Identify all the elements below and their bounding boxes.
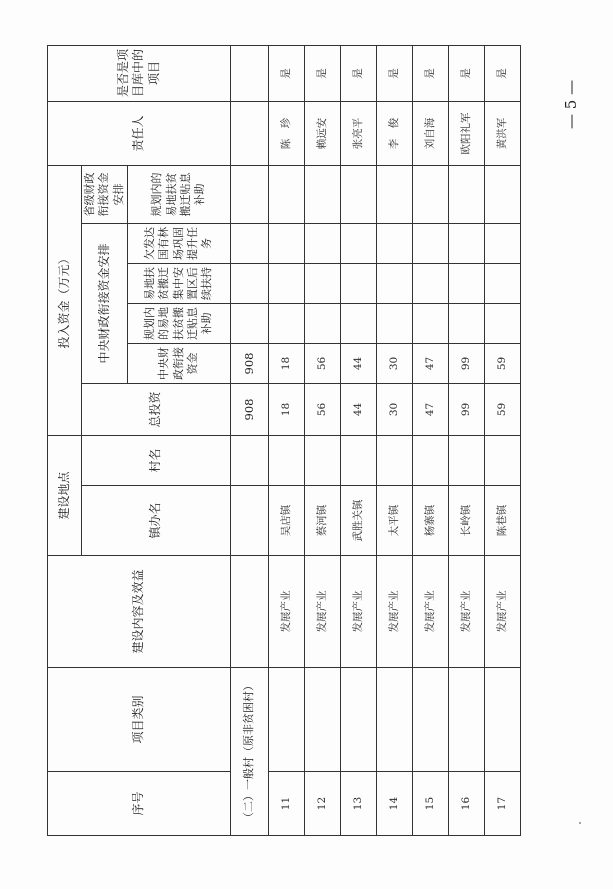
section-c-a xyxy=(230,303,268,343)
row-c-b xyxy=(448,263,484,303)
row-total: 59 xyxy=(484,383,520,435)
row-town: 陈巷镇 xyxy=(484,486,520,556)
row-central: 47 xyxy=(412,343,448,383)
row-in-lib: 是 xyxy=(376,45,412,101)
row-central: 99 xyxy=(448,343,484,383)
section-label: （二）一般村（原非贫困村） xyxy=(230,668,268,836)
header-central-b: 易地扶贫搬迁集中安置区后续扶持 xyxy=(127,263,230,303)
row-c-a xyxy=(484,303,520,343)
row-total: 56 xyxy=(304,383,340,435)
row-central: 18 xyxy=(268,343,304,383)
row-c-a xyxy=(268,303,304,343)
row-village xyxy=(304,435,340,485)
header-village: 村名 xyxy=(82,435,231,485)
row-c-b xyxy=(484,263,520,303)
section-town xyxy=(230,486,268,556)
row-in-lib: 是 xyxy=(448,45,484,101)
row-category xyxy=(304,668,340,772)
row-no: 11 xyxy=(268,772,304,836)
row-village xyxy=(376,435,412,485)
section-c-c xyxy=(230,223,268,263)
row-village xyxy=(268,435,304,485)
row-c-a xyxy=(340,303,376,343)
row-c-a xyxy=(412,303,448,343)
section-total: 908 xyxy=(230,383,268,435)
header-in-library xyxy=(48,45,231,101)
rotated-table-wrapper xyxy=(47,46,516,836)
table-row xyxy=(304,45,340,835)
row-c-c xyxy=(340,223,376,263)
row-content: 发展产业 xyxy=(376,556,412,668)
header-seq: 序号 xyxy=(48,772,231,836)
table-row xyxy=(340,45,376,835)
section-person xyxy=(230,101,268,165)
section-in-lib xyxy=(230,45,268,101)
row-village xyxy=(484,435,520,485)
header-responsible: 责任人 xyxy=(48,101,231,165)
row-prov xyxy=(304,165,340,223)
section-village xyxy=(230,435,268,485)
row-in-lib: 是 xyxy=(268,45,304,101)
table-row xyxy=(412,45,448,835)
row-no: 16 xyxy=(448,772,484,836)
row-central: 44 xyxy=(340,343,376,383)
header-investment: 投入资金（万元） xyxy=(48,165,82,435)
table-row xyxy=(484,45,520,835)
row-c-a xyxy=(376,303,412,343)
row-town: 吴店镇 xyxy=(268,486,304,556)
row-category xyxy=(376,668,412,772)
row-central: 30 xyxy=(376,343,412,383)
row-prov xyxy=(412,165,448,223)
row-category xyxy=(412,668,448,772)
section-c-b xyxy=(230,263,268,303)
table-row xyxy=(448,45,484,835)
row-no: 14 xyxy=(376,772,412,836)
row-category xyxy=(340,668,376,772)
row-in-lib: 是 xyxy=(484,45,520,101)
row-central: 56 xyxy=(304,343,340,383)
row-prov xyxy=(268,165,304,223)
row-town: 太平镇 xyxy=(376,486,412,556)
section-prov xyxy=(230,165,268,223)
row-category xyxy=(448,668,484,772)
row-total: 44 xyxy=(340,383,376,435)
header-provincial xyxy=(82,165,128,223)
row-prov xyxy=(376,165,412,223)
row-c-c xyxy=(376,223,412,263)
row-c-b xyxy=(412,263,448,303)
row-c-c xyxy=(448,223,484,263)
row-content: 发展产业 xyxy=(340,556,376,668)
table-row xyxy=(376,45,412,835)
row-content: 发展产业 xyxy=(412,556,448,668)
row-prov xyxy=(340,165,376,223)
table-row xyxy=(268,45,304,835)
row-central: 59 xyxy=(484,343,520,383)
row-person: 赖远安 xyxy=(304,101,340,165)
investment-table xyxy=(47,45,521,836)
page-number: — 5 — xyxy=(562,79,580,129)
row-prov xyxy=(484,165,520,223)
header-in-library-text: 是否是项目库中的项目 xyxy=(115,48,161,97)
row-no: 13 xyxy=(340,772,376,836)
row-village xyxy=(448,435,484,485)
row-town: 武胜关镇 xyxy=(340,486,376,556)
row-total: 30 xyxy=(376,383,412,435)
row-content: 发展产业 xyxy=(448,556,484,668)
row-no: 12 xyxy=(304,772,340,836)
row-town: 长岭镇 xyxy=(448,486,484,556)
header-total: 总投资 xyxy=(82,383,231,435)
row-c-b xyxy=(268,263,304,303)
header-town: 镇办名 xyxy=(82,486,231,556)
header-central: 中央财政衔接资金安排 xyxy=(82,223,128,383)
row-c-c xyxy=(304,223,340,263)
row-c-b xyxy=(304,263,340,303)
header-content: 建设内容及效益 xyxy=(48,556,231,668)
row-total: 18 xyxy=(268,383,304,435)
row-person: 张亮平 xyxy=(340,101,376,165)
row-village xyxy=(340,435,376,485)
row-c-c xyxy=(412,223,448,263)
row-content: 发展产业 xyxy=(304,556,340,668)
row-c-c xyxy=(484,223,520,263)
row-total: 99 xyxy=(448,383,484,435)
row-c-b xyxy=(376,263,412,303)
header-central-a: 规划内的易地扶贫搬迁贴息补助 xyxy=(127,303,230,343)
header-location: 建设地点 xyxy=(48,435,82,555)
row-person: 刘自海 xyxy=(412,101,448,165)
row-no: 17 xyxy=(484,772,520,836)
header-provincial-a: 规划内的易地扶贫搬迁贴息补助 xyxy=(127,165,230,223)
header-category: 项目类别 xyxy=(48,668,231,772)
row-village xyxy=(412,435,448,485)
header-central-sub: 中央财政衔接资金 xyxy=(127,343,230,383)
scan-speck xyxy=(579,822,581,824)
section-content xyxy=(230,556,268,668)
row-content: 发展产业 xyxy=(268,556,304,668)
row-person: 陈 珍 xyxy=(268,101,304,165)
row-in-lib: 是 xyxy=(340,45,376,101)
row-c-b xyxy=(340,263,376,303)
row-c-c xyxy=(268,223,304,263)
row-total: 47 xyxy=(412,383,448,435)
row-no: 15 xyxy=(412,772,448,836)
row-c-a xyxy=(448,303,484,343)
row-person: 欧阳礼军 xyxy=(448,101,484,165)
row-c-a xyxy=(304,303,340,343)
row-category xyxy=(268,668,304,772)
row-prov xyxy=(448,165,484,223)
row-town: 杨寨镇 xyxy=(412,486,448,556)
row-person: 李 俊 xyxy=(376,101,412,165)
section-central: 908 xyxy=(230,343,268,383)
row-content: 发展产业 xyxy=(484,556,520,668)
row-town: 蔡河镇 xyxy=(304,486,340,556)
row-in-lib: 是 xyxy=(412,45,448,101)
row-category xyxy=(484,668,520,772)
row-person: 黄洪军 xyxy=(484,101,520,165)
header-provincial-text: 省级财政衔接资金安排 xyxy=(83,172,125,217)
header-central-c: 欠发达国有林场巩固提升任务 xyxy=(127,223,230,263)
row-in-lib: 是 xyxy=(304,45,340,101)
